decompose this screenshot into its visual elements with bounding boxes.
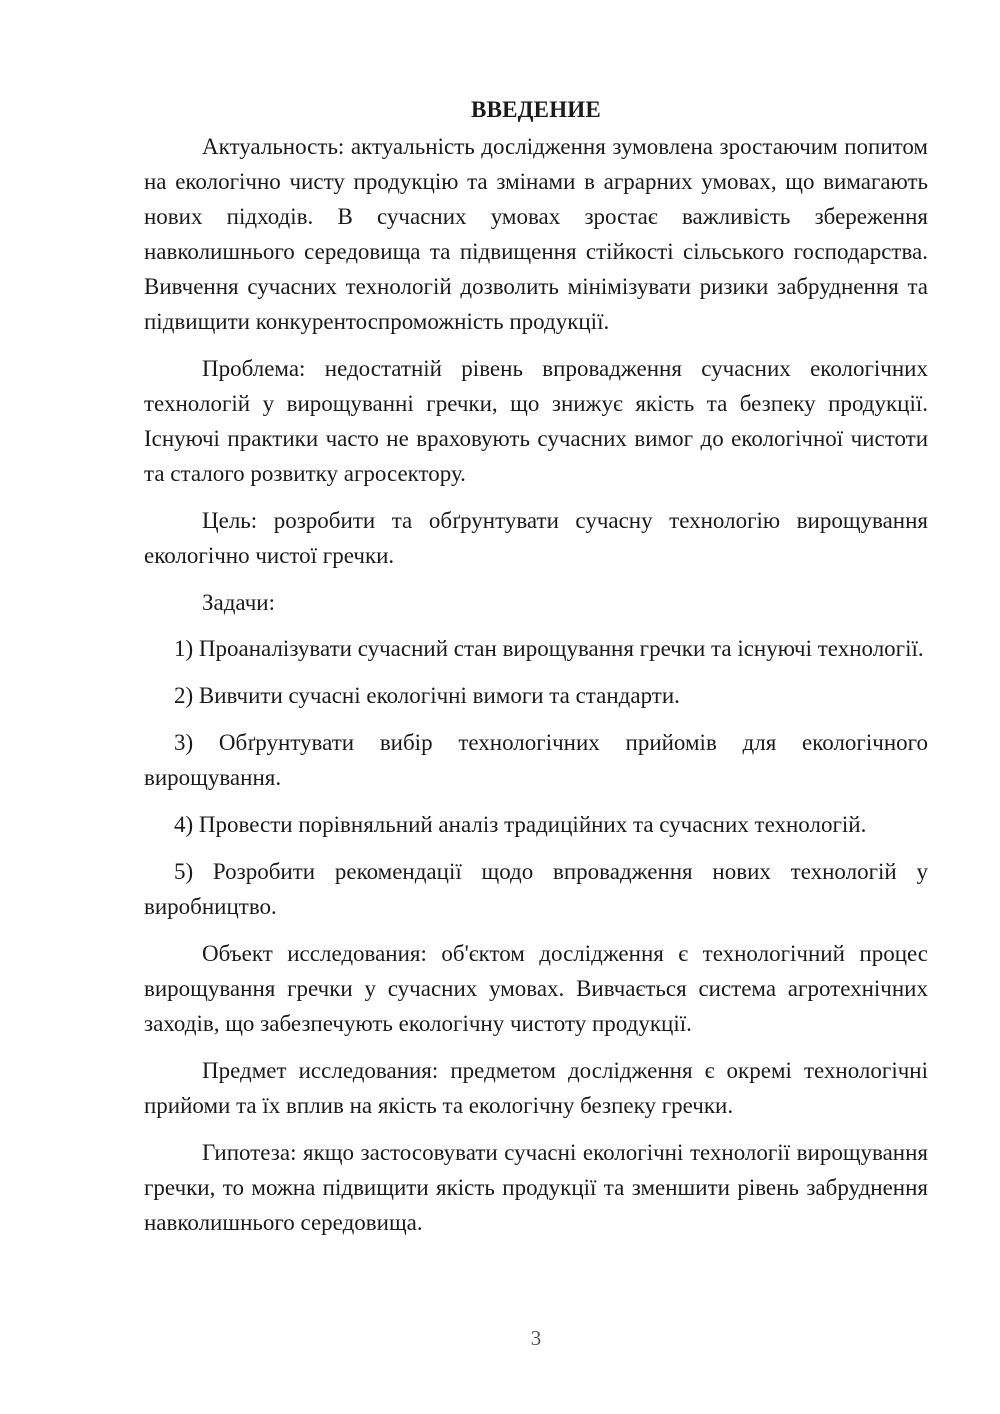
task-item-1: 1) Проаналізувати сучасний стан вирощування гречки та існуючі технології. [174, 636, 924, 661]
paragraph-hypothesis: Гипотеза: якщо застосовувати сучасні екологічні технології вирощування гречки, то можна підвищити якість продукції та зменшити рівень забруднення навколишнього середовища. [144, 1140, 928, 1235]
paragraph-relevance: Актуальность: актуальність дослідження зумовлена зростаючим попитом на екологічно чисту продукцію та змінами в аграрних умовах, що вимагають нових підходів. В сучасних умовах зростає важливість збереження навколишнього середовища та підвищення стійкості сільського господарства. Вивчення сучасних технологій дозволить мінімізувати ризики забруднення та підвищити конкурентоспроможність продукції. [144, 134, 928, 334]
task-item-2: 2) Вивчити сучасні екологічні вимоги та стандарти. [174, 683, 680, 708]
task-item-3: 3) Обґрунтувати вибір технологічних прийомів для екологічного вирощування. [144, 730, 928, 790]
tasks-heading: Задачи: [202, 590, 275, 615]
page-title: ВВЕДЕНИЕ [471, 97, 601, 122]
task-item-5: 5) Розробити рекомендації щодо впровадження нових технологій у виробництво. [144, 859, 928, 919]
page-number: 3 [530, 1326, 542, 1350]
document-page [144, 92, 928, 1252]
paragraph-goal: Цель: розробити та обґрунтувати сучасну технологію вирощування екологічно чистої гречки. [144, 508, 928, 568]
paragraph-object: Объект исследования: об'єктом дослідження є технологічний процес вирощування гречки у сучасних умовах. Вивчається система агротехнічних заходів, що забезпечують екологічну чистоту продукції. [144, 941, 928, 1036]
task-item-4: 4) Провести порівняльний аналіз традиційних та сучасних технологій. [174, 812, 867, 837]
paragraph-subject: Предмет исследования: предметом дослідження є окремі технологічні прийоми та їх вплив на якість та екологічну безпеку гречки. [144, 1058, 928, 1118]
paragraph-problem: Проблема: недостатній рівень впровадження сучасних екологічних технологій у вирощуванні гречки, що знижує якість та безпеку продукції. Існуючі практики часто не враховують сучасних вимог до екологічної чистоти та сталого розвитку агросектору. [144, 356, 928, 486]
